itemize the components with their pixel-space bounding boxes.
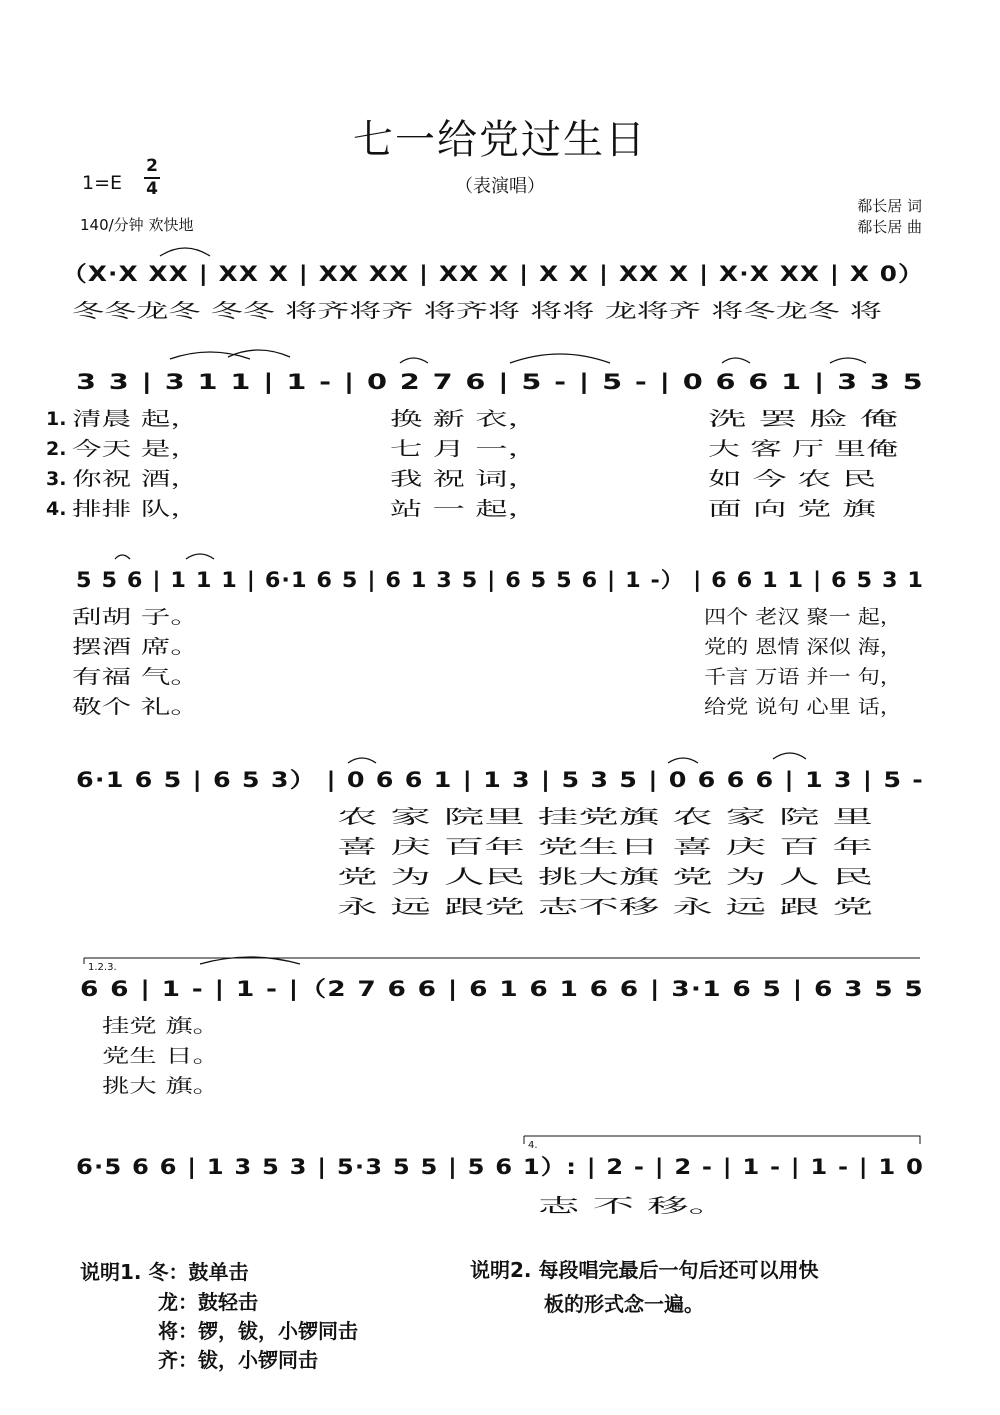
system-1 <box>0 245 1000 325</box>
s6-lyric: 志 不 移。 <box>538 1195 730 1217</box>
verses-3 <box>72 606 902 718</box>
system-6 <box>0 1130 1000 1230</box>
s3-verse-3-b: 千言 万语 并一 句， <box>704 666 902 688</box>
verse-3-a: 你祝 酒， <box>72 468 200 490</box>
verse-2-b: 七 月 一， <box>390 438 540 460</box>
system-3 <box>0 545 1000 725</box>
verse-2 <box>46 438 898 460</box>
notation-line-3: 5 5 6 | 1 1 1 | 6·1 6 5 | 6 1 3 5 | 6 5 5 6 | 1 -） | 6 6 1 1 | 6 5 3 1 <box>76 568 874 592</box>
volta-label-123: 1.2.3. <box>88 962 117 973</box>
s4-verse-4: 永 远 跟党 志不移 永 远 跟 党 <box>337 896 873 918</box>
note-1-line-4: 齐：钹，小锣同击 <box>158 1348 318 1372</box>
notation-line-1: （X·X XX | XX X | XX XX | XX X | X X | XX X | X·X XX | X 0） <box>62 262 796 286</box>
s3-verse-1-a: 刮胡 子。 <box>72 606 200 628</box>
notation-line-5: 6 6 | 1 - | 1 - |（2 7 6 6 | 6 1 6 1 6 6 | 3·1 6 5 | 6 3 5 5 <box>80 977 751 1001</box>
s4-verse-1: 农 家 院里 挂党旗 农 家 院 里 <box>337 806 873 828</box>
s3-verse-4-b: 给党 说句 心里 话， <box>704 696 902 718</box>
verse-1-c: 洗 罢 脸 俺 <box>708 408 898 430</box>
verse-4-a: 排排 队， <box>72 498 200 520</box>
verse-1 <box>46 408 898 430</box>
verse-3-c: 如 今 农 民 <box>708 468 876 490</box>
verse-number-3: 3. <box>46 468 67 490</box>
s3-verse-2-a: 摆酒 席。 <box>72 636 200 658</box>
verse-4-b: 站 一 起， <box>390 498 540 520</box>
note-2-line-2: 板的形式念一遍。 <box>544 1292 704 1316</box>
verse-3-b: 我 祝 词， <box>390 468 540 490</box>
verse-number-4: 4. <box>46 498 67 520</box>
system-5 <box>0 950 1000 1100</box>
notation-line-2: 3 3 | 3 1 1 | 1 - | 0 2 7 6 | 5 - | 5 - | 0 6 6 1 | 3 3 5 <box>76 370 696 394</box>
system-4 <box>0 745 1000 925</box>
lyric-line-1: 冬冬龙冬 冬冬 将齐将齐 将齐将 将将 龙将齐 将冬龙冬 将 <box>72 300 882 322</box>
s5-verse-3: 挑大 旗。 <box>102 1075 220 1097</box>
notation-line-4: 6·1 6 5 | 6 5 3） | 0 6 6 1 | 1 3 | 5 3 5 | 0 6 6 6 | 1 3 | 5 - <box>76 768 778 792</box>
verse-4-c: 面 向 党 旗 <box>708 498 876 520</box>
verse-4 <box>46 498 876 520</box>
lyricist-credit: 郗长居 词 <box>857 197 922 215</box>
s5-verse-2: 党生 日。 <box>102 1045 220 1067</box>
system-2 <box>0 345 1000 530</box>
volta-label-4: 4. <box>528 1140 538 1151</box>
s4-verse-3: 党 为 人民 挑大旗 党 为 人 民 <box>337 866 873 888</box>
verse-1-a: 清晨 起， <box>72 408 200 430</box>
key-signature: 1=E <box>82 172 123 194</box>
song-title: 七一给党过生日 <box>353 117 647 163</box>
composer-credit: 郗长居 曲 <box>857 218 922 236</box>
s4-verse-2: 喜 庆 百年 党生日 喜 庆 百 年 <box>337 836 873 858</box>
volta-bracket-4 <box>524 1136 920 1144</box>
time-top: 2 <box>146 156 158 176</box>
verse-1-b: 换 新 衣， <box>390 408 540 430</box>
s5-verse-1: 挂党 旗。 <box>102 1015 220 1037</box>
song-subtitle: （表演唱） <box>455 176 545 197</box>
verse-3 <box>46 468 876 490</box>
s3-verse-2-b: 党的 恩情 深似 海， <box>704 636 902 658</box>
s3-verse-4-a: 敬个 礼。 <box>72 696 200 718</box>
note-1-line-2: 龙：鼓轻击 <box>158 1290 258 1314</box>
note-1-title: 说明1. 冬：鼓单击 <box>80 1260 249 1284</box>
verse-number-2: 2. <box>46 438 67 460</box>
tempo-marking: 140/分钟 欢快地 <box>80 216 194 234</box>
time-bottom: 4 <box>146 179 158 199</box>
time-signature <box>142 156 162 200</box>
verse-2-c: 大 客 厅 里俺 <box>708 438 898 460</box>
note-1-line-3: 将：锣，钹，小锣同击 <box>158 1319 358 1343</box>
notation-line-6: 6·5 6 6 | 1 3 5 3 | 5·3 5 5 | 5 6 1）: | 2 - | 2 - | 1 - | 1 - | 1 0 <box>76 1155 811 1179</box>
s3-verse-1-b: 四个 老汉 聚一 起， <box>704 606 902 628</box>
verse-2-a: 今天 是， <box>72 438 200 460</box>
s3-verse-3-a: 有福 气。 <box>72 666 200 688</box>
verse-number-1: 1. <box>46 408 67 430</box>
note-2-line-1: 说明2. 每段唱完最后一句后还可以用快 <box>470 1258 819 1282</box>
